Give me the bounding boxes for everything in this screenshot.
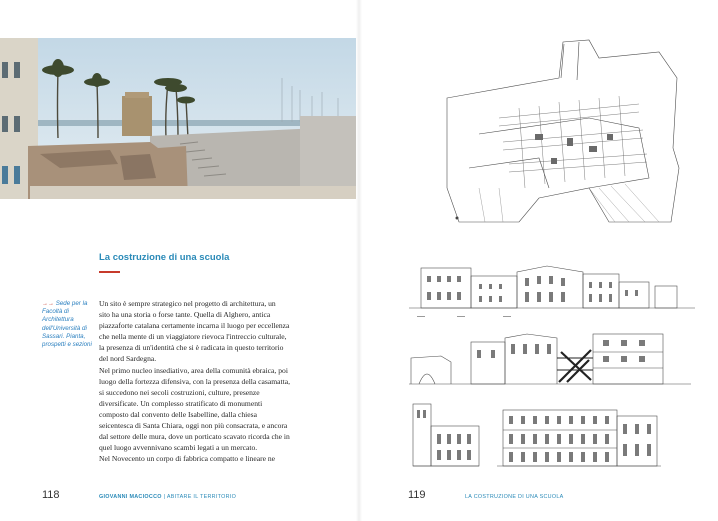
figure-caption [42,300,94,349]
elevation-drawing-1 [407,262,697,324]
running-separator: | [163,494,166,500]
body-line: diversificate. Un complesso stratificato di monumenti [99,398,263,408]
caption-text: Sede per la Facoltà di Architettura dell'Università di Sassari. Pianta, prospetti e sezioni [42,300,92,349]
body-line: del nord Sardegna. [99,354,157,364]
section-2-svg [407,328,697,394]
running-book-title: ABITARE IL TERRITORIO [166,494,237,500]
body-line: Nel primo nucleo insediativo, area della comunità ebraica, poi [99,365,288,375]
section-drawing-2 [407,328,697,394]
floor-plan-drawing [439,38,681,224]
photo-illustration [0,38,361,199]
body-line: seicentesca di Santa Chiara, oggi non più consacrata, e ancora [99,421,288,431]
body-line: la presenza di un'identità che si è radicata in questo territorio [99,343,284,353]
page-number-left: 118 [42,489,60,501]
floor-plan-svg [439,38,681,224]
body-line: composto dal convento delle Isabelline, dalla chiesa [99,409,257,419]
body-line: luogo della fortezza difensiva, con la presenza della casamatta, [99,376,291,386]
body-line: si succedono nei secoli costruzioni, culture, presenze [99,387,260,397]
caption-arrows: →→ [42,301,54,307]
body-line: Nel Novecento un corpo di fabbrica compatto e lineare ne [99,454,276,464]
body-line: Un sito è sempre strategico nel progetto di architettura, un [99,299,276,308]
running-author: GIOVANNI MACIOCCO [99,494,162,500]
body-line: che nella mente di un viaggiatore rievoca l'intreccio culturale, [99,332,287,342]
body-line: piazzaforte catalana certamente incarna il luogo per eccellenza [99,321,290,331]
right-page [359,0,718,521]
page-number-right: 119 [408,489,426,501]
body-line: dal settore delle mura, dove un porticato scavato ricorda che in [99,432,290,442]
elevation-drawing-3 [407,400,697,472]
body-line: quel luogo avvennivano scambi legati a un mercato. [99,443,258,453]
body-line: sito ha una storia o forse tante. Quella di Alghero, antica [99,310,271,320]
elevation-3-svg [407,400,697,472]
elevation-1-svg [407,262,697,324]
body-text [99,298,321,464]
title-underline-rule [99,271,120,273]
site-photograph [0,38,361,199]
running-header-left [99,494,236,500]
running-header-right: LA COSTRUZIONE DI UNA SCUOLA [465,494,564,500]
section-title: La costruzione di una scuola [99,252,230,263]
